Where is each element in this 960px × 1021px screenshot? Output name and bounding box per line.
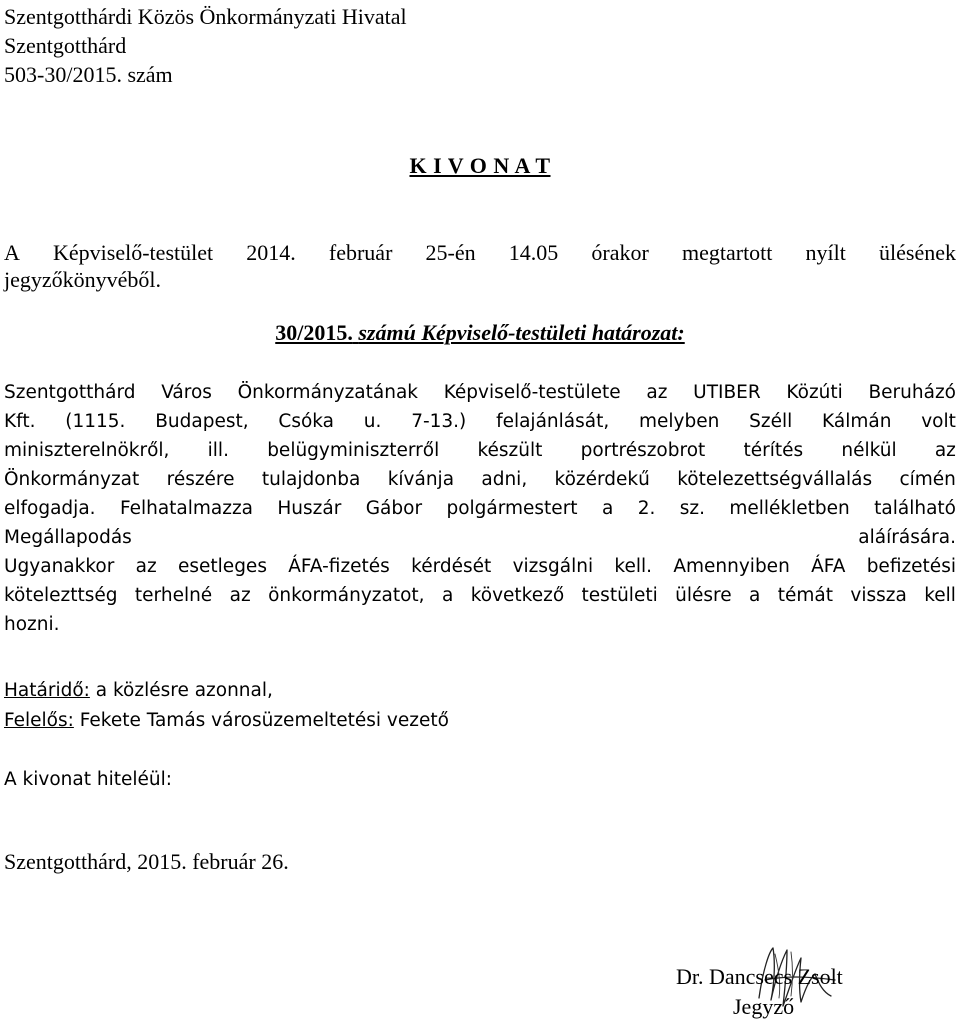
body-word: kell — [924, 585, 956, 606]
attestation-line: A kivonat hiteléül: — [4, 769, 172, 790]
body-word: adni, — [481, 469, 528, 490]
intro-line-2: jegyzőkönyvéből. — [4, 267, 162, 292]
deadline-label: Határidő: — [4, 680, 90, 701]
resolution-heading — [0, 319, 960, 346]
body-word: önkormányzatot, — [268, 585, 425, 606]
body-word: a — [441, 585, 454, 606]
body-word: befizetési — [866, 556, 956, 577]
body-word: Beruházó — [868, 382, 956, 403]
resolution-label: számú Képviselő-testületi határozat: — [358, 320, 685, 345]
intro-word: megtartott — [681, 240, 773, 265]
body-line — [4, 465, 956, 494]
body-word: következő — [470, 585, 565, 606]
body-word: kérdését — [411, 556, 492, 577]
body-word: címén — [899, 469, 956, 490]
body-word: témát — [777, 585, 833, 606]
body-word: melyben — [639, 411, 720, 432]
body-word: Kálmán — [822, 411, 892, 432]
body-word: Képviselő-testülete — [443, 382, 621, 403]
body-word: elfogadja. — [4, 498, 96, 519]
intro-word: A — [4, 240, 20, 265]
body-word: Önkormányzat — [4, 469, 140, 490]
office-name: Szentgotthárdi Közös Önkormányzati Hivatal — [4, 4, 407, 29]
signer-name: Dr. Dancsecs Zsolt — [676, 964, 843, 989]
body-word: testületi — [581, 585, 658, 606]
body-line — [4, 581, 956, 610]
signer-role: Jegyző — [733, 994, 795, 1019]
body-word: kell. — [614, 556, 653, 577]
body-line — [4, 407, 956, 436]
intro-word: Képviselő-testület — [53, 240, 214, 265]
body-line — [4, 552, 956, 581]
body-word: az — [229, 585, 251, 606]
intro-paragraph — [4, 239, 956, 293]
body-word: vizsgálni — [512, 556, 594, 577]
body-word: miniszterelnökről, — [4, 440, 170, 461]
body-word: az — [135, 556, 157, 577]
body-word: Megállapodás — [4, 527, 132, 548]
header-block — [4, 3, 407, 90]
city-name: Szentgotthárd — [4, 33, 127, 58]
body-word: (1115. — [65, 411, 126, 432]
body-word: Csóka — [278, 411, 335, 432]
body-word: kívánja — [387, 469, 455, 490]
body-word: Gábor — [365, 498, 423, 519]
body-word: portrészobrot — [580, 440, 706, 461]
resolution-body — [4, 378, 956, 639]
body-word: u. — [363, 411, 382, 432]
body-word: Széll — [749, 411, 793, 432]
body-word: ÁFA-fizetés — [288, 556, 390, 577]
responsible-label: Felelős: — [4, 710, 74, 731]
body-word: belügyminiszterről — [267, 440, 440, 461]
body-word: az — [646, 382, 668, 403]
body-word: nélkül — [841, 440, 897, 461]
body-line — [4, 436, 956, 465]
body-word: Önkormányzatának — [237, 382, 418, 403]
body-word: Felhatalmazza — [119, 498, 253, 519]
body-word: közérdekű — [554, 469, 650, 490]
body-word: kötelezettségvállalás — [677, 469, 873, 490]
responsible-value: Fekete Tamás városüzemeltetési vezető — [79, 710, 449, 731]
body-word: részére — [166, 469, 235, 490]
body-word: az — [934, 440, 956, 461]
intro-word: február — [328, 240, 393, 265]
body-line — [4, 523, 956, 552]
body-word: 2. — [637, 498, 656, 519]
intro-word: 14.05 — [508, 240, 559, 265]
body-word: ülésre — [675, 585, 732, 606]
intro-word: 2014. — [246, 240, 296, 265]
body-word: polgármestert — [446, 498, 578, 519]
body-word: készült — [477, 440, 543, 461]
body-line — [4, 494, 956, 523]
body-word: a — [749, 585, 761, 606]
body-word: Közúti — [786, 382, 843, 403]
body-word: Amennyiben — [673, 556, 790, 577]
intro-word: 25-én — [425, 240, 476, 265]
responsible-line — [4, 706, 449, 735]
body-word: Város — [161, 382, 212, 403]
intro-word: órakor — [591, 240, 649, 265]
body-word: a — [601, 498, 614, 519]
body-word: ÁFA — [811, 556, 846, 577]
body-word: felajánlását, — [496, 411, 610, 432]
body-word: sz. — [679, 498, 705, 519]
body-word: kötelezttség — [4, 585, 118, 606]
body-word: található — [874, 498, 956, 519]
body-word: aláírására. — [858, 527, 956, 548]
body-word: esetleges — [178, 556, 267, 577]
body-word: terhelné — [134, 585, 213, 606]
body-word: vissza — [850, 585, 907, 606]
body-word: 7-13.) — [411, 411, 467, 432]
body-word: tulajdonba — [261, 469, 361, 490]
body-line — [4, 378, 956, 407]
body-word: volt — [921, 411, 956, 432]
intro-word: nyílt — [805, 240, 846, 265]
body-word: térítés — [743, 440, 804, 461]
reference-number: 503-30/2015. szám — [4, 62, 173, 87]
body-word: Ugyanakkor — [4, 556, 115, 577]
deadline-value: a közlésre azonnal, — [95, 680, 273, 701]
body-word: Huszár — [277, 498, 342, 519]
intro-line-1 — [4, 239, 956, 266]
body-word: Kft. — [4, 411, 36, 432]
document-title: K I V O N A T — [409, 153, 551, 178]
body-last-line: hozni. — [4, 614, 60, 635]
deadline-line — [4, 676, 273, 705]
intro-word: ülésének — [879, 240, 956, 265]
resolution-number: 30/2015. — [275, 320, 353, 345]
place-date-line: Szentgotthárd, 2015. február 26. — [4, 849, 289, 874]
body-word: Budapest, — [155, 411, 249, 432]
body-word: ill. — [207, 440, 229, 461]
body-word: mellékletben — [729, 498, 850, 519]
body-word: UTIBER — [693, 382, 761, 403]
body-word: Szentgotthárd — [4, 382, 136, 403]
